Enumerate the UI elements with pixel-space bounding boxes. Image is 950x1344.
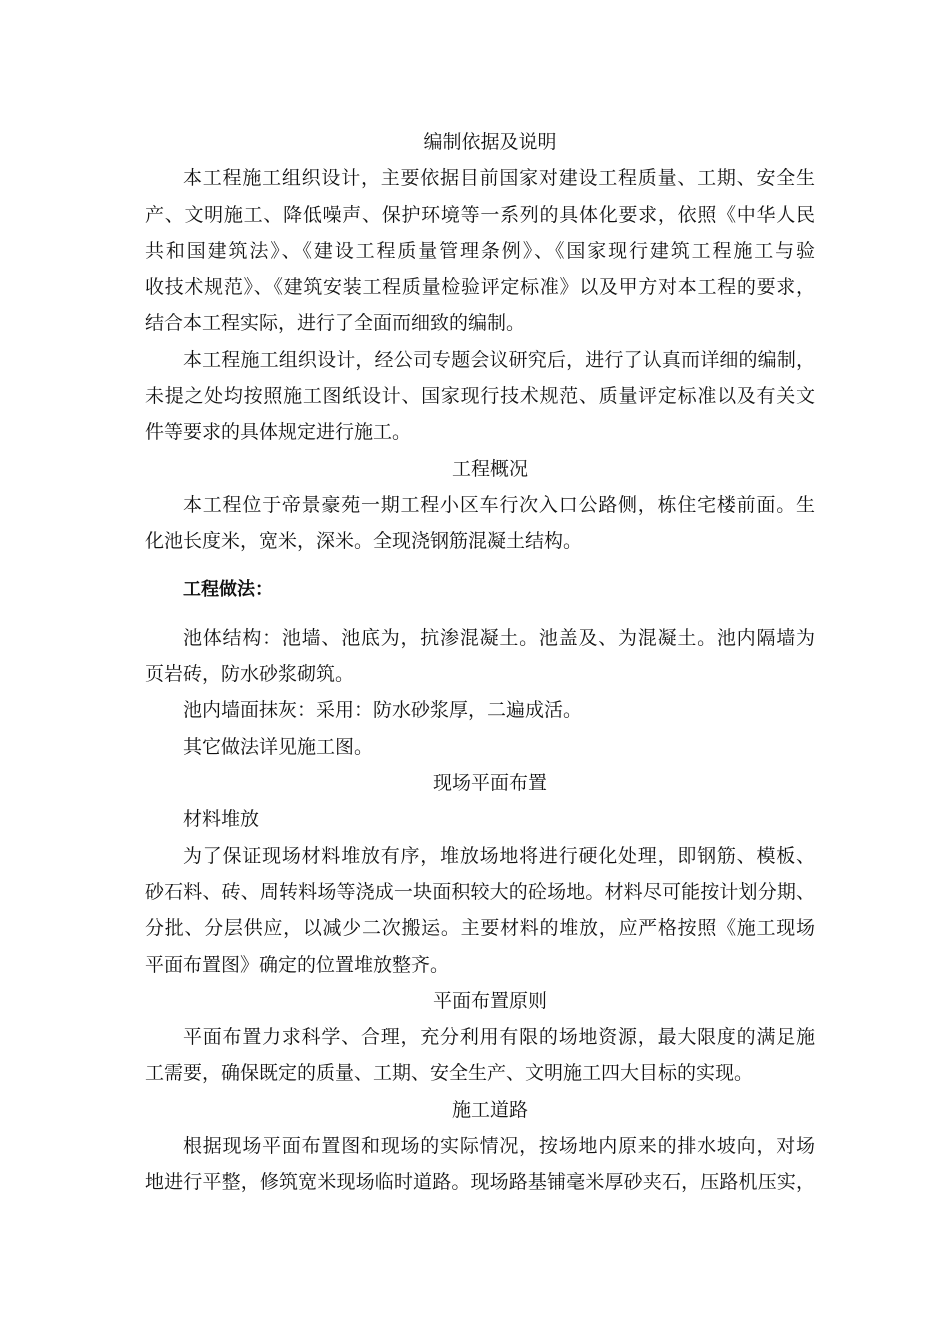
paragraph-line: 本工程施工组织设计，主要依据目前国家对建设工程质量、工期、安全生 <box>183 167 815 190</box>
paragraph-line: 地进行平整，修筑宽米现场临时道路。现场路基铺毫米厚砂夹石，压路机压实， <box>145 1171 815 1194</box>
paragraph-line: 本工程位于帝景豪苑一期工程小区车行次入口公路侧，栋住宅楼前面。生 <box>183 493 815 516</box>
paragraph-line: 工需要，确保既定的质量、工期、安全生产、文明施工四大目标的实现。 <box>145 1062 754 1085</box>
section-heading: 施工道路 <box>451 1098 528 1121</box>
paragraph-line: 池体结构：池墙、池底为，抗渗混凝土。池盖及、为混凝土。池内隔墙为 <box>183 626 815 649</box>
paragraph-line: 砂石料、砖、周转料场等浇成一块面积较大的砼场地。材料尽可能按计划分期、 <box>145 880 815 903</box>
section-heading: 现场平面布置 <box>432 772 547 795</box>
paragraph-line: 结合本工程实际，进行了全面而细致的编制。 <box>145 312 526 335</box>
paragraph-line: 池内墙面抹灰：采用：防水砂浆厚，二遍成活。 <box>183 699 583 722</box>
section-heading: 工程概况 <box>451 457 528 480</box>
paragraph-line: 为了保证现场材料堆放有序，堆放场地将进行硬化处理，即钢筋、模板、 <box>183 844 815 867</box>
paragraph-line: 产、文明施工、降低噪声、保护环境等一系列的具体化要求，依照《中华人民 <box>145 203 815 226</box>
bold-subheading: 工程做法： <box>183 578 273 600</box>
paragraph-line: 收技术规范》、《建筑安装工程质量检验评定标准》以及甲方对本工程的要求， <box>145 276 815 299</box>
paragraph-line: 分批、分层供应，以减少二次搬运。主要材料的堆放，应严格按照《施工现场 <box>145 917 815 940</box>
paragraph-line: 本工程施工组织设计，经公司专题会议研究后，进行了认真而详细的编制， <box>183 348 815 371</box>
paragraph-line: 未提之处均按照施工图纸设计、国家现行技术规范、质量评定标准以及有关文 <box>145 385 815 408</box>
paragraph-line: 其它做法详见施工图。 <box>183 735 374 758</box>
section-heading: 平面布置原则 <box>432 989 547 1012</box>
paragraph-line: 平面布置力求科学、合理，充分利用有限的场地资源，最大限度的满足施 <box>183 1026 815 1049</box>
paragraph-line: 共和国建筑法》、《建设工程质量管理条例》、《国家现行建筑工程施工与验 <box>145 239 815 262</box>
paragraph-line: 页岩砖，防水砂浆砌筑。 <box>145 663 355 686</box>
subheading: 材料堆放 <box>183 808 260 831</box>
section-heading: 编制依据及说明 <box>423 131 557 153</box>
paragraph-line: 件等要求的具体规定进行施工。 <box>145 421 412 444</box>
paragraph-line: 根据现场平面布置图和现场的实际情况，按场地内原来的排水坡向，对场 <box>183 1135 815 1158</box>
document-body <box>145 124 815 1201</box>
paragraph-line: 化池长度米，宽米，深米。全现浇钢筋混凝土结构。 <box>145 530 583 553</box>
paragraph-line: 平面布置图》确定的位置堆放整齐。 <box>145 953 450 976</box>
